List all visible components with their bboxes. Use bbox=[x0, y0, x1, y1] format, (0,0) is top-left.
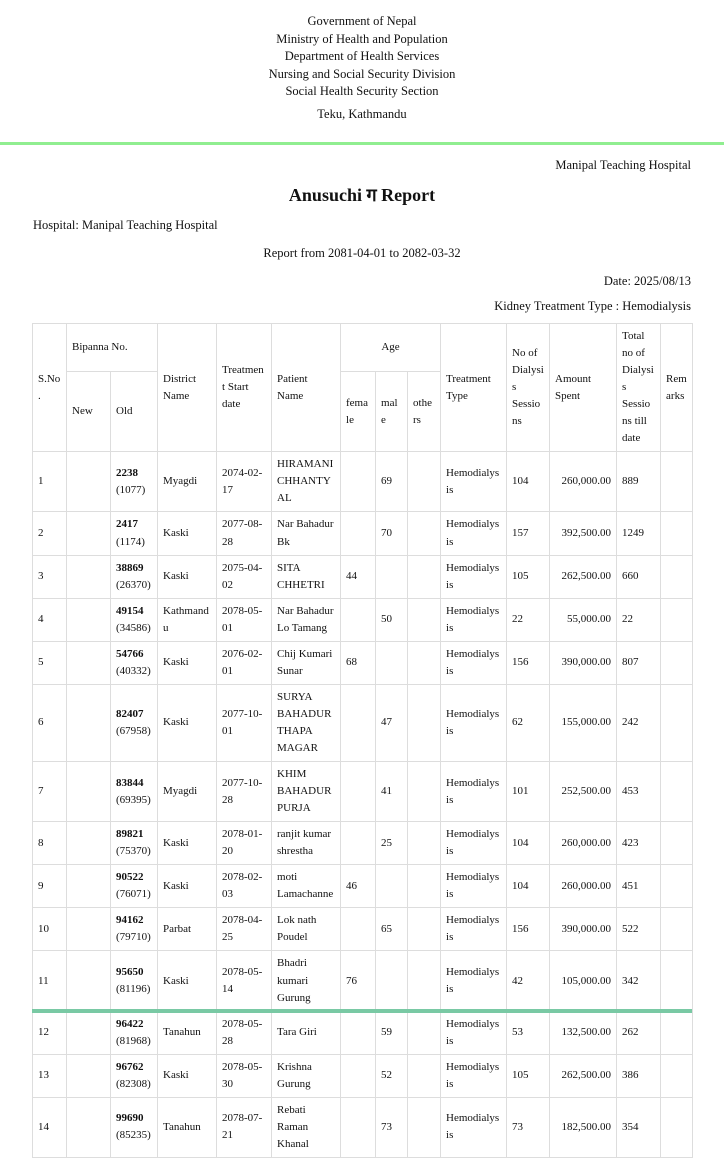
cell-others bbox=[408, 452, 441, 512]
cell-start: 2077-10-28 bbox=[217, 762, 272, 822]
col-header-sno: S.No. bbox=[33, 324, 67, 452]
cell-district: Parbat bbox=[158, 908, 217, 951]
cell-remarks bbox=[661, 598, 693, 641]
cell-patient: Lok nath Poudel bbox=[272, 908, 341, 951]
report-table-head bbox=[33, 324, 693, 452]
cell-total: 386 bbox=[617, 1054, 661, 1097]
cell-sessions: 62 bbox=[507, 684, 550, 761]
bipanna-old-number: 82407 bbox=[116, 707, 144, 720]
cell-remarks bbox=[661, 1097, 693, 1157]
cell-type: Hemodialysis bbox=[441, 1097, 507, 1157]
col-header-bipanna: Bipanna No. bbox=[67, 324, 158, 372]
bipanna-old-sub-number: (85235) bbox=[116, 1129, 151, 1142]
table-row bbox=[33, 951, 693, 1011]
cell-male: 47 bbox=[376, 684, 408, 761]
cell-start: 2078-05-14 bbox=[217, 951, 272, 1011]
cell-remarks bbox=[661, 684, 693, 761]
cell-start: 2078-05-01 bbox=[217, 598, 272, 641]
cell-type: Hemodialysis bbox=[441, 1054, 507, 1097]
cell-remarks bbox=[661, 555, 693, 598]
cell-male: 73 bbox=[376, 1097, 408, 1157]
cell-patient: Tara Giri bbox=[272, 1011, 341, 1054]
letterhead-line-ministry: Ministry of Health and Population bbox=[276, 31, 448, 46]
cell-male: 69 bbox=[376, 452, 408, 512]
table-row bbox=[33, 555, 693, 598]
cell-total: 262 bbox=[617, 1011, 661, 1054]
cell-start: 2078-05-30 bbox=[217, 1054, 272, 1097]
cell-female bbox=[341, 452, 376, 512]
col-header-old: Old bbox=[111, 372, 158, 452]
table-row bbox=[33, 865, 693, 908]
cell-district: Kaski bbox=[158, 641, 217, 684]
report-table bbox=[32, 323, 693, 1158]
cell-female bbox=[341, 1097, 376, 1157]
cell-amount: 252,500.00 bbox=[550, 762, 617, 822]
cell-female bbox=[341, 1054, 376, 1097]
cell-male: 70 bbox=[376, 512, 408, 555]
cell-amount: 260,000.00 bbox=[550, 865, 617, 908]
cell-male: 65 bbox=[376, 908, 408, 951]
cell-sessions: 156 bbox=[507, 908, 550, 951]
cell-old bbox=[111, 452, 158, 512]
letterhead-line-section: Social Health Security Section bbox=[285, 84, 439, 98]
report-date: Date: 2025/08/13 bbox=[603, 274, 691, 288]
cell-amount: 390,000.00 bbox=[550, 908, 617, 951]
cell-type: Hemodialysis bbox=[441, 598, 507, 641]
cell-sessions: 22 bbox=[507, 598, 550, 641]
cell-total: 807 bbox=[617, 641, 661, 684]
cell-sno: 7 bbox=[33, 762, 67, 822]
cell-sno: 2 bbox=[33, 512, 67, 555]
cell-district: Kaski bbox=[158, 512, 217, 555]
bipanna-old-number: 94162 bbox=[116, 914, 144, 927]
government-letterhead bbox=[0, 0, 724, 123]
cell-patient: Nar Bahadur Lo Tamang bbox=[272, 598, 341, 641]
cell-sessions: 104 bbox=[507, 822, 550, 865]
cell-start: 2078-01-20 bbox=[217, 822, 272, 865]
col-header-age: Age bbox=[341, 324, 441, 372]
cell-old bbox=[111, 1097, 158, 1157]
cell-patient: Krishna Gurung bbox=[272, 1054, 341, 1097]
cell-sessions: 105 bbox=[507, 555, 550, 598]
col-header-others: others bbox=[408, 372, 441, 452]
cell-type: Hemodialysis bbox=[441, 908, 507, 951]
cell-start: 2078-07-21 bbox=[217, 1097, 272, 1157]
col-header-patient: Patient Name bbox=[272, 324, 341, 452]
cell-male bbox=[376, 865, 408, 908]
cell-remarks bbox=[661, 452, 693, 512]
cell-amount: 155,000.00 bbox=[550, 684, 617, 761]
cell-old bbox=[111, 951, 158, 1011]
cell-new bbox=[67, 865, 111, 908]
bipanna-old-number: 2238 bbox=[116, 466, 138, 479]
cell-male bbox=[376, 555, 408, 598]
cell-district: Myagdi bbox=[158, 452, 217, 512]
cell-district: Kathmandu bbox=[158, 598, 217, 641]
cell-remarks bbox=[661, 1054, 693, 1097]
cell-female bbox=[341, 1011, 376, 1054]
cell-new bbox=[67, 512, 111, 555]
bipanna-old-number: 90522 bbox=[116, 871, 144, 884]
cell-others bbox=[408, 865, 441, 908]
cell-new bbox=[67, 684, 111, 761]
cell-total: 1249 bbox=[617, 512, 661, 555]
bipanna-old-number: 99690 bbox=[116, 1112, 144, 1125]
cell-new bbox=[67, 822, 111, 865]
report-table-body bbox=[33, 452, 693, 1158]
cell-amount: 55,000.00 bbox=[550, 598, 617, 641]
cell-amount: 260,000.00 bbox=[550, 822, 617, 865]
cell-district: Tanahun bbox=[158, 1097, 217, 1157]
cell-total: 342 bbox=[617, 951, 661, 1011]
cell-old bbox=[111, 684, 158, 761]
report-date-range: Report from 2081-04-01 to 2082-03-32 bbox=[263, 246, 461, 260]
cell-total: 451 bbox=[617, 865, 661, 908]
cell-sessions: 157 bbox=[507, 512, 550, 555]
cell-female bbox=[341, 598, 376, 641]
col-header-start-date: Treatment Start date bbox=[217, 324, 272, 452]
cell-start: 2075-04-02 bbox=[217, 555, 272, 598]
cell-sno: 4 bbox=[33, 598, 67, 641]
cell-patient: ranjit kumar shrestha bbox=[272, 822, 341, 865]
cell-start: 2074-02-17 bbox=[217, 452, 272, 512]
cell-female bbox=[341, 822, 376, 865]
table-row bbox=[33, 822, 693, 865]
cell-sno: 8 bbox=[33, 822, 67, 865]
cell-sno: 9 bbox=[33, 865, 67, 908]
cell-total: 22 bbox=[617, 598, 661, 641]
cell-sno: 11 bbox=[33, 951, 67, 1011]
bipanna-old-sub-number: (40332) bbox=[116, 664, 151, 677]
cell-patient: SITA CHHETRI bbox=[272, 555, 341, 598]
cell-type: Hemodialysis bbox=[441, 512, 507, 555]
cell-sessions: 104 bbox=[507, 865, 550, 908]
bipanna-old-sub-number: (79710) bbox=[116, 931, 151, 944]
cell-district: Kaski bbox=[158, 555, 217, 598]
cell-start: 2078-04-25 bbox=[217, 908, 272, 951]
cell-female: 68 bbox=[341, 641, 376, 684]
cell-remarks bbox=[661, 512, 693, 555]
cell-total: 453 bbox=[617, 762, 661, 822]
bipanna-old-sub-number: (1174) bbox=[116, 535, 145, 548]
cell-sno: 13 bbox=[33, 1054, 67, 1097]
cell-sno: 5 bbox=[33, 641, 67, 684]
cell-old bbox=[111, 1011, 158, 1054]
cell-type: Hemodialysis bbox=[441, 641, 507, 684]
bipanna-old-sub-number: (34586) bbox=[116, 621, 151, 634]
cell-sessions: 156 bbox=[507, 641, 550, 684]
cell-type: Hemodialysis bbox=[441, 555, 507, 598]
cell-patient: SURYA BAHADUR THAPA MAGAR bbox=[272, 684, 341, 761]
cell-sessions: 73 bbox=[507, 1097, 550, 1157]
cell-total: 354 bbox=[617, 1097, 661, 1157]
cell-sno: 1 bbox=[33, 452, 67, 512]
col-header-amount: Amount Spent bbox=[550, 324, 617, 452]
hospital-name-right: Manipal Teaching Hospital bbox=[555, 158, 691, 172]
cell-old bbox=[111, 1054, 158, 1097]
cell-start: 2078-05-28 bbox=[217, 1011, 272, 1054]
hospital-label: Hospital: Manipal Teaching Hospital bbox=[33, 218, 218, 232]
cell-remarks bbox=[661, 1011, 693, 1054]
cell-male: 50 bbox=[376, 598, 408, 641]
cell-remarks bbox=[661, 822, 693, 865]
cell-district: Tanahun bbox=[158, 1011, 217, 1054]
cell-sno: 10 bbox=[33, 908, 67, 951]
page-title: Anusuchi ग Report bbox=[288, 185, 436, 205]
bipanna-old-sub-number: (75370) bbox=[116, 845, 151, 858]
bipanna-old-number: 49154 bbox=[116, 604, 144, 617]
cell-others bbox=[408, 951, 441, 1011]
bipanna-old-sub-number: (76071) bbox=[116, 888, 151, 901]
cell-others bbox=[408, 822, 441, 865]
cell-amount: 262,500.00 bbox=[550, 1054, 617, 1097]
cell-others bbox=[408, 1054, 441, 1097]
cell-new bbox=[67, 641, 111, 684]
table-row bbox=[33, 512, 693, 555]
cell-female: 46 bbox=[341, 865, 376, 908]
table-row bbox=[33, 684, 693, 761]
bipanna-old-number: 54766 bbox=[116, 647, 144, 660]
cell-sno: 6 bbox=[33, 684, 67, 761]
cell-old bbox=[111, 908, 158, 951]
cell-type: Hemodialysis bbox=[441, 1011, 507, 1054]
cell-patient: Rebati Raman Khanal bbox=[272, 1097, 341, 1157]
cell-female: 44 bbox=[341, 555, 376, 598]
cell-new bbox=[67, 598, 111, 641]
table-row bbox=[33, 1097, 693, 1157]
cell-new bbox=[67, 951, 111, 1011]
cell-remarks bbox=[661, 762, 693, 822]
cell-total: 522 bbox=[617, 908, 661, 951]
table-row bbox=[33, 762, 693, 822]
bipanna-old-sub-number: (81196) bbox=[116, 983, 151, 996]
cell-new bbox=[67, 1054, 111, 1097]
col-header-male: male bbox=[376, 372, 408, 452]
cell-patient: moti Lamachanne bbox=[272, 865, 341, 908]
cell-patient: Chij Kumari Sunar bbox=[272, 641, 341, 684]
cell-patient: KHIM BAHADUR PURJA bbox=[272, 762, 341, 822]
cell-sessions: 105 bbox=[507, 1054, 550, 1097]
cell-total: 242 bbox=[617, 684, 661, 761]
top-divider bbox=[0, 142, 724, 145]
cell-female bbox=[341, 908, 376, 951]
cell-others bbox=[408, 641, 441, 684]
cell-new bbox=[67, 452, 111, 512]
cell-amount: 260,000.00 bbox=[550, 452, 617, 512]
bipanna-old-sub-number: (69395) bbox=[116, 793, 151, 806]
cell-amount: 105,000.00 bbox=[550, 951, 617, 1011]
cell-district: Kaski bbox=[158, 822, 217, 865]
cell-start: 2077-10-01 bbox=[217, 684, 272, 761]
cell-amount: 390,000.00 bbox=[550, 641, 617, 684]
cell-total: 423 bbox=[617, 822, 661, 865]
col-header-total: Total no of Dialysis Sessions till date bbox=[617, 324, 661, 452]
header-row-1 bbox=[33, 324, 693, 372]
cell-old bbox=[111, 512, 158, 555]
cell-old bbox=[111, 598, 158, 641]
cell-sessions: 42 bbox=[507, 951, 550, 1011]
cell-sessions: 101 bbox=[507, 762, 550, 822]
table-row bbox=[33, 1054, 693, 1097]
cell-district: Kaski bbox=[158, 865, 217, 908]
cell-patient: Bhadri kumari Gurung bbox=[272, 951, 341, 1011]
cell-amount: 392,500.00 bbox=[550, 512, 617, 555]
col-header-district: District Name bbox=[158, 324, 217, 452]
bipanna-old-number: 2417 bbox=[116, 518, 138, 531]
cell-others bbox=[408, 1097, 441, 1157]
cell-new bbox=[67, 762, 111, 822]
cell-type: Hemodialysis bbox=[441, 762, 507, 822]
table-row bbox=[33, 908, 693, 951]
cell-male bbox=[376, 951, 408, 1011]
cell-patient: Nar Bahadur Bk bbox=[272, 512, 341, 555]
letterhead-line-government: Government of Nepal bbox=[307, 14, 417, 28]
cell-sessions: 53 bbox=[507, 1011, 550, 1054]
cell-sno: 12 bbox=[33, 1011, 67, 1054]
cell-others bbox=[408, 684, 441, 761]
cell-others bbox=[408, 512, 441, 555]
bipanna-old-number: 96422 bbox=[116, 1017, 144, 1030]
cell-remarks bbox=[661, 865, 693, 908]
table-row bbox=[33, 641, 693, 684]
bipanna-old-sub-number: (82308) bbox=[116, 1077, 151, 1090]
bipanna-old-number: 83844 bbox=[116, 776, 144, 789]
cell-district: Kaski bbox=[158, 684, 217, 761]
cell-type: Hemodialysis bbox=[441, 822, 507, 865]
cell-type: Hemodialysis bbox=[441, 452, 507, 512]
cell-male bbox=[376, 641, 408, 684]
cell-sno: 14 bbox=[33, 1097, 67, 1157]
cell-patient: HIRAMANI CHHANTYAL bbox=[272, 452, 341, 512]
cell-male: 25 bbox=[376, 822, 408, 865]
bipanna-old-sub-number: (1077) bbox=[116, 483, 146, 496]
table-row bbox=[33, 1011, 693, 1054]
cell-others bbox=[408, 762, 441, 822]
cell-district: Myagdi bbox=[158, 762, 217, 822]
cell-new bbox=[67, 908, 111, 951]
bipanna-old-sub-number: (67958) bbox=[116, 724, 151, 737]
letterhead-line-division: Nursing and Social Security Division bbox=[268, 66, 456, 81]
cell-old bbox=[111, 865, 158, 908]
cell-new bbox=[67, 1011, 111, 1054]
col-header-female: female bbox=[341, 372, 376, 452]
letterhead-location: Teku, Kathmandu bbox=[317, 106, 407, 121]
cell-total: 889 bbox=[617, 452, 661, 512]
cell-female bbox=[341, 512, 376, 555]
cell-amount: 182,500.00 bbox=[550, 1097, 617, 1157]
col-header-type: Treatment Type bbox=[441, 324, 507, 452]
letterhead-line-department: Department of Health Services bbox=[284, 49, 440, 63]
cell-female: 76 bbox=[341, 951, 376, 1011]
bottom-divider bbox=[32, 1009, 692, 1013]
cell-remarks bbox=[661, 908, 693, 951]
cell-type: Hemodialysis bbox=[441, 684, 507, 761]
cell-old bbox=[111, 555, 158, 598]
cell-start: 2077-08-28 bbox=[217, 512, 272, 555]
kidney-treatment-type: Kidney Treatment Type : Hemodialysis bbox=[494, 299, 691, 313]
cell-type: Hemodialysis bbox=[441, 951, 507, 1011]
cell-amount: 132,500.00 bbox=[550, 1011, 617, 1054]
cell-total: 660 bbox=[617, 555, 661, 598]
cell-old bbox=[111, 641, 158, 684]
bipanna-old-number: 95650 bbox=[116, 965, 144, 978]
table-row bbox=[33, 452, 693, 512]
bipanna-old-number: 89821 bbox=[116, 828, 144, 841]
cell-district: Kaski bbox=[158, 951, 217, 1011]
cell-new bbox=[67, 555, 111, 598]
cell-male: 59 bbox=[376, 1011, 408, 1054]
cell-remarks bbox=[661, 951, 693, 1011]
cell-amount: 262,500.00 bbox=[550, 555, 617, 598]
cell-new bbox=[67, 1097, 111, 1157]
cell-start: 2078-02-03 bbox=[217, 865, 272, 908]
cell-others bbox=[408, 555, 441, 598]
cell-old bbox=[111, 762, 158, 822]
bipanna-old-number: 38869 bbox=[116, 561, 144, 574]
cell-district: Kaski bbox=[158, 1054, 217, 1097]
col-header-sessions: No of Dialysis Sessions bbox=[507, 324, 550, 452]
cell-others bbox=[408, 598, 441, 641]
cell-female bbox=[341, 762, 376, 822]
bipanna-old-sub-number: (26370) bbox=[116, 578, 151, 591]
cell-start: 2076-02-01 bbox=[217, 641, 272, 684]
cell-male: 41 bbox=[376, 762, 408, 822]
cell-remarks bbox=[661, 641, 693, 684]
bipanna-old-number: 96762 bbox=[116, 1060, 144, 1073]
table-row bbox=[33, 598, 693, 641]
cell-others bbox=[408, 908, 441, 951]
cell-sessions: 104 bbox=[507, 452, 550, 512]
cell-old bbox=[111, 822, 158, 865]
cell-female bbox=[341, 684, 376, 761]
cell-others bbox=[408, 1011, 441, 1054]
col-header-new: New bbox=[67, 372, 111, 452]
col-header-remarks: Remarks bbox=[661, 324, 693, 452]
cell-sno: 3 bbox=[33, 555, 67, 598]
cell-male: 52 bbox=[376, 1054, 408, 1097]
bipanna-old-sub-number: (81968) bbox=[116, 1034, 151, 1047]
cell-type: Hemodialysis bbox=[441, 865, 507, 908]
